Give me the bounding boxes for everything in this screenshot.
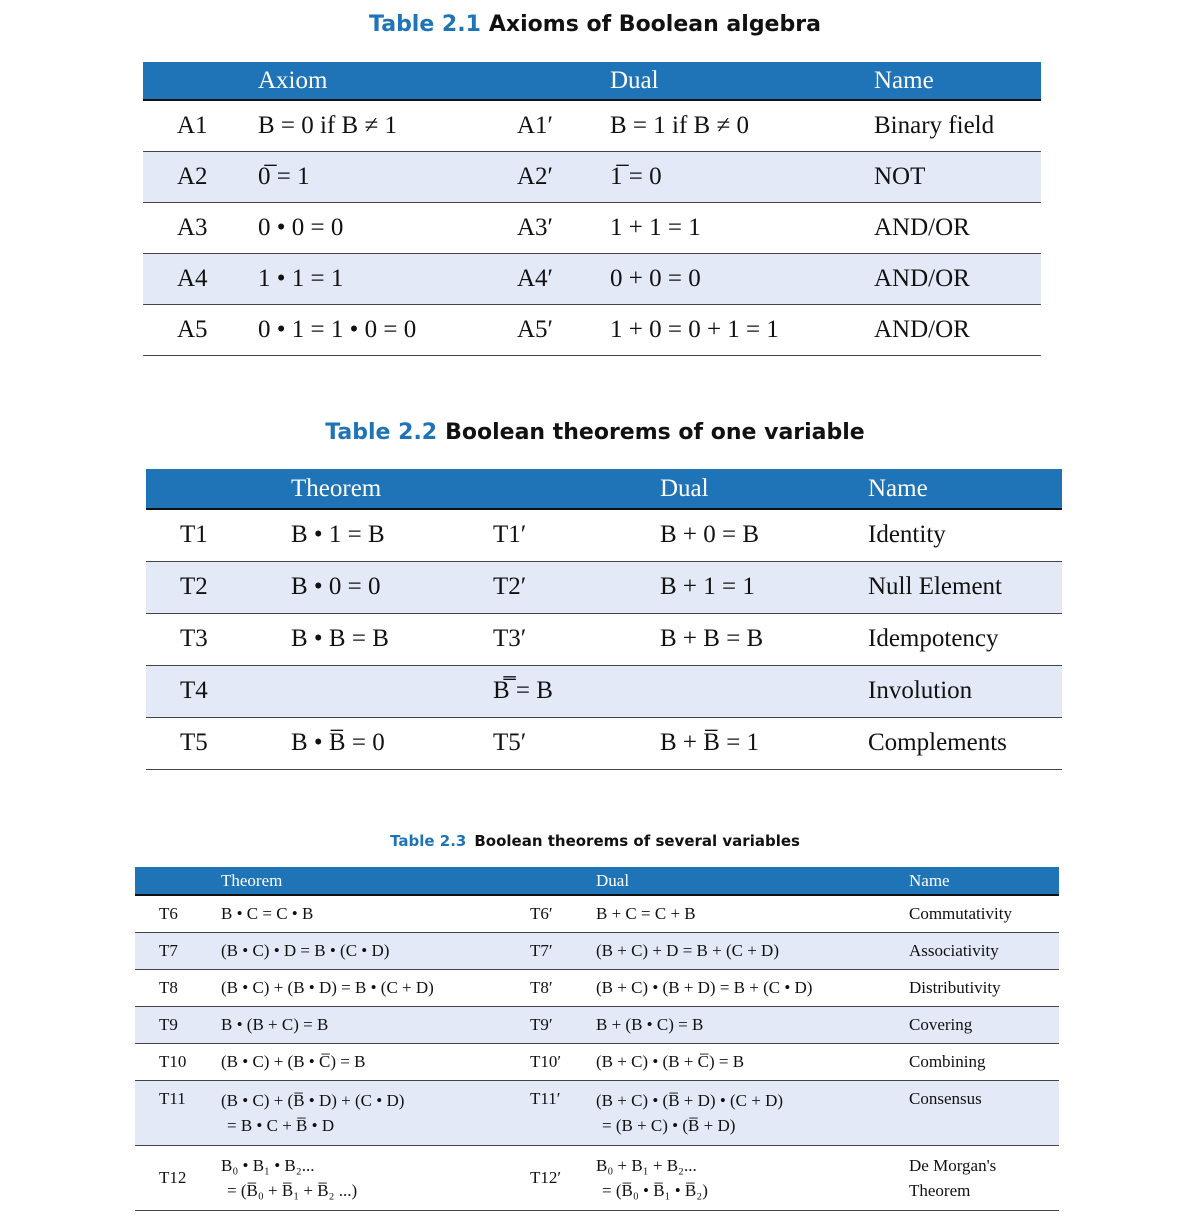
dual-id: T9′	[530, 1014, 553, 1034]
name-cell: Consensus	[909, 1088, 982, 1108]
table2-header-row	[146, 469, 1062, 509]
row-id: A2	[177, 162, 208, 190]
name-line-2: Theorem	[909, 1180, 971, 1200]
table3-number: Table 2.3	[390, 832, 467, 850]
table-row	[143, 100, 1041, 151]
dual-id: A4′	[517, 264, 554, 292]
row-id: A5	[177, 315, 208, 343]
row-id: T5	[180, 729, 208, 756]
table-row	[146, 613, 1062, 665]
dual-cell: 1̅ = 0	[610, 162, 662, 190]
table-row	[143, 151, 1041, 202]
dual-cell: B + 1 = 1	[660, 573, 755, 600]
row-id: T10	[159, 1051, 187, 1071]
name-cell: Identity	[868, 521, 946, 549]
row-id: T12	[159, 1167, 187, 1187]
dual-id: A1′	[517, 111, 554, 139]
name-cell: NOT	[874, 162, 926, 190]
table-row	[143, 304, 1041, 355]
table2-number: Table 2.2	[325, 420, 438, 445]
table-row	[143, 202, 1041, 253]
theorem-cell: B • B̅ = 0	[291, 729, 385, 756]
table2-title: Boolean theorems of one variable	[445, 420, 865, 445]
axiom-cell: 1 • 1 = 1	[258, 264, 344, 292]
dual-cell: (B + C) • (B + D) = B + (C • D)	[596, 977, 813, 997]
row-id: T4	[180, 677, 208, 704]
theorem-cell: B • 1 = B	[291, 521, 385, 549]
dual-cell: 1 + 0 = 0 + 1 = 1	[610, 315, 779, 343]
name-cell: Distributivity	[909, 977, 1001, 997]
row-id: T1	[180, 521, 208, 549]
table-row	[146, 509, 1062, 561]
table3-title: Boolean theorems of several variables	[474, 832, 800, 850]
row-id: A4	[177, 264, 208, 292]
row-id: T8	[159, 977, 178, 997]
axiom-cell: B = 0 if B ≠ 1	[258, 111, 397, 139]
dual-id: T3′	[493, 625, 527, 652]
dual-cell: B + B̅ = 1	[660, 729, 760, 756]
axiom-cell: 0̅ = 1	[258, 162, 310, 190]
axioms-table	[143, 62, 1041, 356]
table1-caption	[0, 12, 1190, 37]
table1-number: Table 2.1	[369, 12, 481, 37]
table3-header-row	[135, 867, 1059, 895]
table-row	[135, 932, 1059, 969]
table2-caption	[0, 420, 1190, 445]
theorem-cell: (B • C) + (B • D) = B • (C + D)	[221, 977, 434, 997]
name-cell: Involution	[868, 677, 973, 704]
table2-header-dual: Dual	[660, 474, 709, 502]
several-variables-theorems-table	[135, 867, 1059, 1211]
dual-cell: 0 + 0 = 0	[610, 264, 701, 292]
row-id: T6	[159, 903, 178, 923]
dual-line-1: B₀ + B₁ + B₂...	[596, 1155, 697, 1175]
dual-line-2: = (B̅₀ • B̅₁ • B̅₂)	[602, 1180, 708, 1200]
table-row	[135, 895, 1059, 932]
table3-caption	[0, 832, 1190, 850]
theorem-line-1: B₀ • B₁ • B₂...	[221, 1155, 315, 1175]
dual-line-1: (B + C) • (B̅ + D) • (C + D)	[596, 1090, 784, 1110]
dual-id: T11′	[530, 1088, 561, 1108]
dual-id: T10′	[530, 1051, 562, 1071]
dual-cell: (B + C) + D = B + (C + D)	[596, 940, 779, 960]
table3-header-theorem: Theorem	[221, 870, 283, 890]
table-row	[146, 717, 1062, 769]
dual-cell: B + B = B	[660, 625, 764, 652]
dual-id: T6′	[530, 903, 553, 923]
name-cell: Covering	[909, 1014, 973, 1034]
table1-header-name: Name	[874, 66, 934, 94]
theorem-cell: B • (B + C) = B	[221, 1014, 329, 1034]
dual-id: A5′	[517, 315, 554, 343]
involution-cell: B̿ = B	[493, 677, 553, 704]
table-row	[146, 561, 1062, 613]
name-cell: AND/OR	[874, 264, 970, 292]
name-cell: Combining	[909, 1051, 986, 1071]
dual-cell: B = 1 if B ≠ 0	[610, 111, 749, 139]
dual-id: A2′	[517, 162, 554, 190]
row-id: T9	[159, 1014, 178, 1034]
dual-id: A3′	[517, 213, 554, 241]
row-id: T2	[180, 573, 208, 600]
name-line-1: De Morgan's	[909, 1155, 997, 1175]
row-id: T3	[180, 625, 208, 652]
axiom-cell: 0 • 1 = 1 • 0 = 0	[258, 315, 417, 343]
table-row	[135, 1006, 1059, 1043]
dual-id: T5′	[493, 729, 527, 756]
table-row	[146, 665, 1062, 717]
table-row	[135, 1145, 1059, 1210]
theorem-cell: B • C = C • B	[221, 903, 314, 923]
table-row	[135, 969, 1059, 1006]
one-variable-theorems-table	[146, 469, 1062, 770]
table1-header-dual: Dual	[610, 66, 659, 94]
axiom-cell: 0 • 0 = 0	[258, 213, 344, 241]
table1-header-axiom: Axiom	[258, 66, 328, 94]
name-cell: Complements	[868, 729, 1007, 756]
name-cell: Null Element	[868, 573, 1002, 600]
theorem-cell: (B • C) • D = B • (C • D)	[221, 940, 390, 960]
name-cell: Commutativity	[909, 903, 1012, 923]
dual-cell: 1 + 1 = 1	[610, 213, 701, 241]
name-cell: Idempotency	[868, 625, 999, 652]
table1-header-row	[143, 62, 1041, 100]
table1-title: Axioms of Boolean algebra	[488, 12, 821, 37]
dual-id: T8′	[530, 977, 553, 997]
name-cell: AND/OR	[874, 315, 970, 343]
dual-cell: B + (B • C) = B	[596, 1014, 704, 1034]
table-row	[143, 253, 1041, 304]
table3-header-name: Name	[909, 870, 950, 890]
theorem-cell: (B • C) + (B • C̅) = B	[221, 1051, 366, 1071]
dual-line-2: = (B + C) • (B̅ + D)	[602, 1115, 736, 1135]
row-id: A1	[177, 111, 208, 139]
row-id: T7	[159, 940, 178, 960]
table3-header-dual: Dual	[596, 870, 630, 890]
theorem-cell: B • B = B	[291, 625, 389, 652]
theorem-line-2: = B • C + B̅ • D	[227, 1115, 335, 1135]
dual-cell: B + 0 = B	[660, 521, 760, 549]
dual-id: T7′	[530, 940, 553, 960]
theorem-line-2: = (B̅₀ + B̅₁ + B̅₂ ...)	[227, 1180, 358, 1200]
dual-id: T1′	[493, 521, 527, 549]
theorem-line-1: (B • C) + (B̅ • D) + (C • D)	[221, 1090, 405, 1110]
theorem-cell	[291, 665, 493, 717]
name-cell: Associativity	[909, 940, 999, 960]
dual-id: T12′	[530, 1167, 562, 1187]
table-row	[135, 1080, 1059, 1145]
dual-cell: (B + C) • (B + C̅) = B	[596, 1051, 745, 1071]
table2-header-theorem: Theorem	[291, 474, 382, 502]
table-row	[135, 1043, 1059, 1080]
table2-header-name: Name	[868, 474, 928, 502]
theorem-cell: B • 0 = 0	[291, 573, 381, 600]
row-id: A3	[177, 213, 208, 241]
name-cell: Binary field	[874, 111, 995, 139]
dual-id: T2′	[493, 573, 527, 600]
row-id: T11	[159, 1088, 186, 1108]
dual-cell: B + C = C + B	[596, 903, 696, 923]
name-cell: AND/OR	[874, 213, 970, 241]
